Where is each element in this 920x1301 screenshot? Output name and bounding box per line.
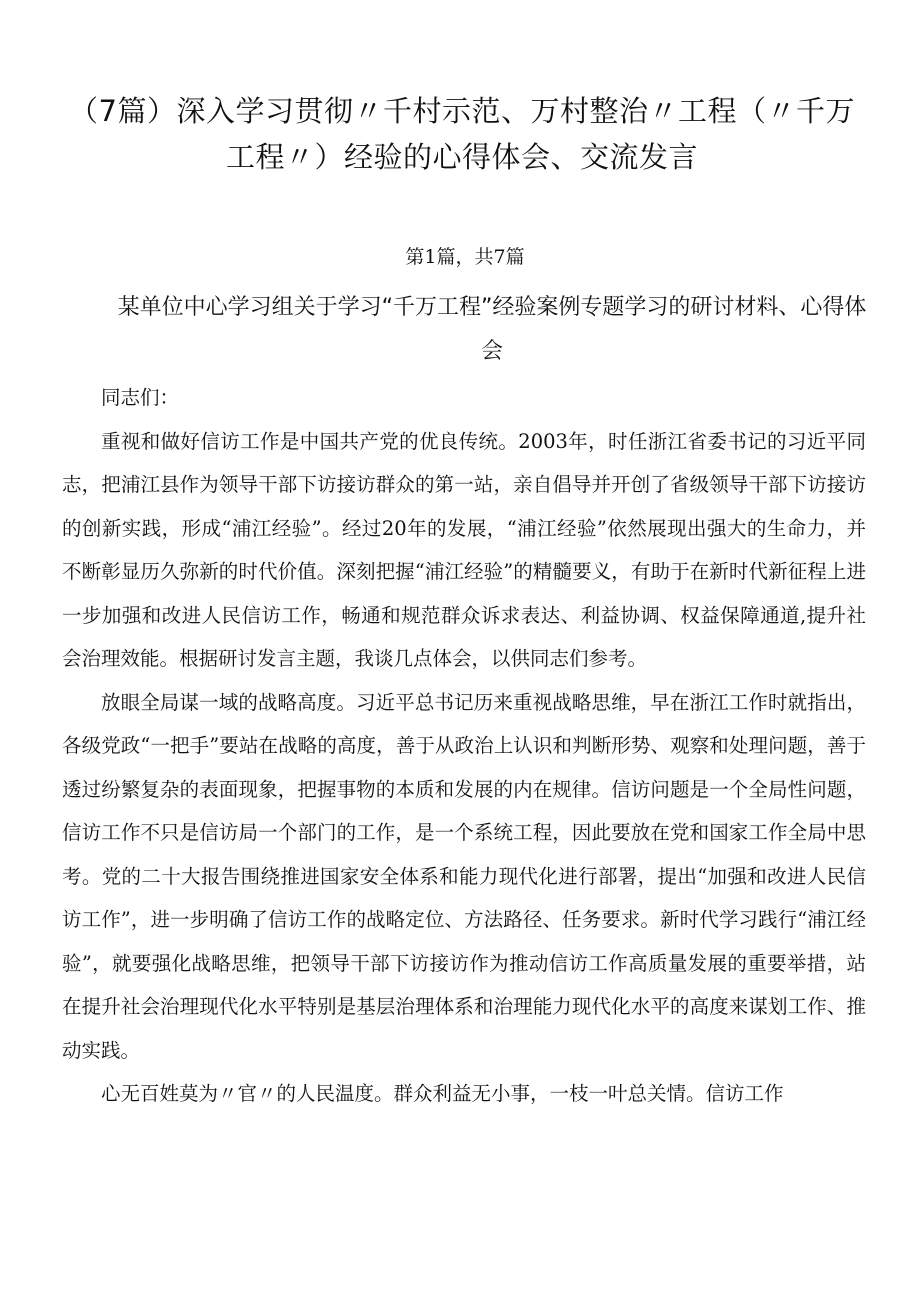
paragraph-1: 重视和做好信访工作是中国共产党的优良传统。2003年，时任浙江省委书记的习近平同志，把浦江县作为领导干部下访接访群众的第一站，亲自倡导并开创了省级领导干部下访接访的创新实践，形成“浦江经验”。经过20年的发展，“浦江经验”依然展现出强大的生命力，并不断彰显历久弥新的时代价值。深刻把握“浦江经验”的精髓要义，有助于在新时代新征程上进一步加强和改进人民信访工作，畅通和规范群众诉求表达、利益协调、权益保障通道,提升社会治理效能。根据研讨发言主题，我谈几点体会，以供同志们参考。	[62, 429, 866, 670]
paragraph-2: 放眼全局谋一域的战略高度。习近平总书记历来重视战略思维，早在浙江工作时就指出，各级党政“一把手”要站在战略的高度，善于从政治上认识和判断形势、观察和处理问题，善于透过纷繁复杂的表面现象，把握事物的本质和发展的内在规律。信访问题是一个全局性问题，信访工作不只是信访局一个部门的工作，是一个系统工程，因此要放在党和国家工作全局中思考。党的二十大报告围绕推进国家安全体系和能力现代化进行部署，提出“加强和改进人民信访工作”，进一步明确了信访工作的战略定位、方法路径、任务要求。新时代学习践行“浦江经验”，就要强化战略思维，把领导干部下访接访作为推动信访工作高质量发展的重要举措，站在提升社会治理现代化水平特别是基层治理体系和治理能力现代化水平的高度来谋划工作、推动实践。	[62, 690, 866, 1062]
part-counter: 第1篇，共7篇	[405, 246, 525, 268]
salutation: 同志们：	[101, 386, 180, 409]
document-body	[62, 376, 866, 1116]
document-title: （7篇）深入学习贯彻〃千村示范、万村整治〃工程（〃千万工程〃）经验的心得体会、交流发言	[69, 94, 855, 174]
part-title: 某单位中心学习组关于学习“千万工程”经验案例专题学习的研讨材料、心得体会	[117, 295, 867, 364]
paragraph-3: 心无百姓莫为〃官〃的人民温度。群众利益无小事，一枝一叶总关情。信访工作	[101, 1082, 784, 1105]
